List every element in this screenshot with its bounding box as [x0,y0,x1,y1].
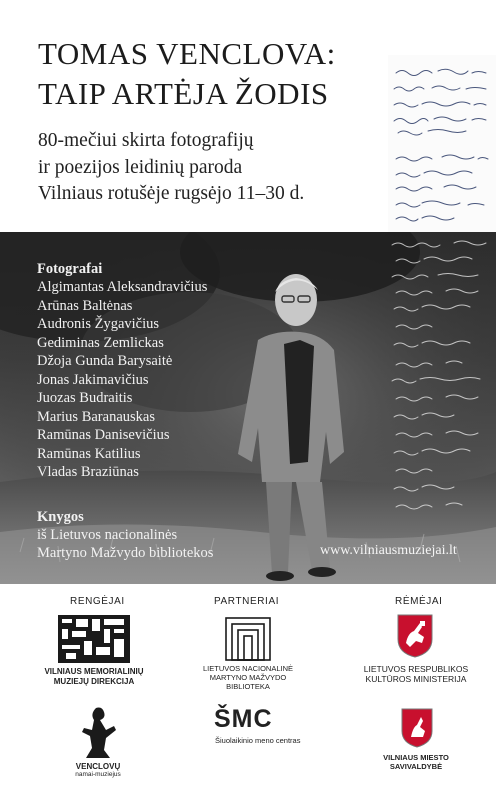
subtitle-line-1: 80-mečiui skirta fotografijų [38,130,254,151]
photographer-name: Audronis Žygavičius [37,316,160,332]
contemporary-art-centre-logo: ŠMC [214,705,273,733]
books-line-1: iš Lietuvos nacionalinės [37,527,178,543]
photographer-name: Gediminas Zemlickas [37,334,164,351]
photographer-name: Ramūnas Danisevičius [37,427,170,443]
organizer-2-line-1: VENCLOVŲ [75,762,121,771]
books-heading: Knygos [37,509,84,525]
photographer-name: Vladas Braziūnas [37,464,139,480]
partner-1-line-2: MARTYNO MAŽVYDO [209,673,287,682]
website-link[interactable]: www.vilniausmuziejai.lt [320,543,457,558]
subtitle-line-2: ir poezijos leidinių paroda [38,157,243,178]
title-line-2: TAIP ARTĖJA ŽODIS [38,76,329,111]
coat-of-arms-icon [396,613,434,659]
partner-1-line-1: LIETUVOS NACIONALINĖ [202,664,294,673]
partner-1-line-3: BIBLIOTEKA [226,682,270,691]
partner-2-name: Šiuolaikinio meno centras [215,736,301,745]
photographer-name: Džoja Gunda Barysaitė [37,353,173,369]
subtitle-line-3: Vilniaus rotušėje rugsėjo 11–30 d. [38,183,305,204]
photographer-name: Juozas Budraitis [37,390,133,406]
memorial-museums-logo [58,615,130,663]
manuscript-handwriting [388,55,496,585]
sponsor-2-line-2: SAVIVALDYBĖ [389,762,443,771]
photographer-name: Jonas Jakimavičius [37,371,149,388]
photographer-name: Ramūnas Katilius [37,445,141,462]
venclova-house-logo [76,704,120,760]
organizers-heading: RENGĖJAI [70,596,125,607]
photographer-name: Marius Baranauskas [37,408,155,425]
sponsor-1-line-1: LIETUVOS RESPUBLIKOS [363,664,469,674]
vilnius-city-arms-icon [400,707,434,749]
sponsors-heading: RĖMĖJAI [395,596,443,607]
organizer-1-line-2: MUZIEJŲ DIREKCIJA [53,677,135,686]
sponsor-1-line-2: KULTŪROS MINISTERIJA [365,674,467,684]
organizer-1-line-1: VILNIAUS MEMORIALINIŲ [44,667,144,676]
photographer-name: Algimantas Aleksandravičius [37,279,208,295]
books-line-2: Martyno Mažvydo bibliotekos [37,545,214,561]
partners-heading: PARTNERIAI [214,596,280,607]
photographers-heading: Fotografai [37,261,103,277]
photographer-name: Arūnas Baltėnas [37,297,133,314]
national-library-logo [224,616,272,662]
sponsor-2-line-1: VILNIAUS MIESTO [383,753,449,762]
organizer-2-line-2: namai-muziejus [75,771,121,778]
title-line-1: TOMAS VENCLOVA: [38,36,336,71]
